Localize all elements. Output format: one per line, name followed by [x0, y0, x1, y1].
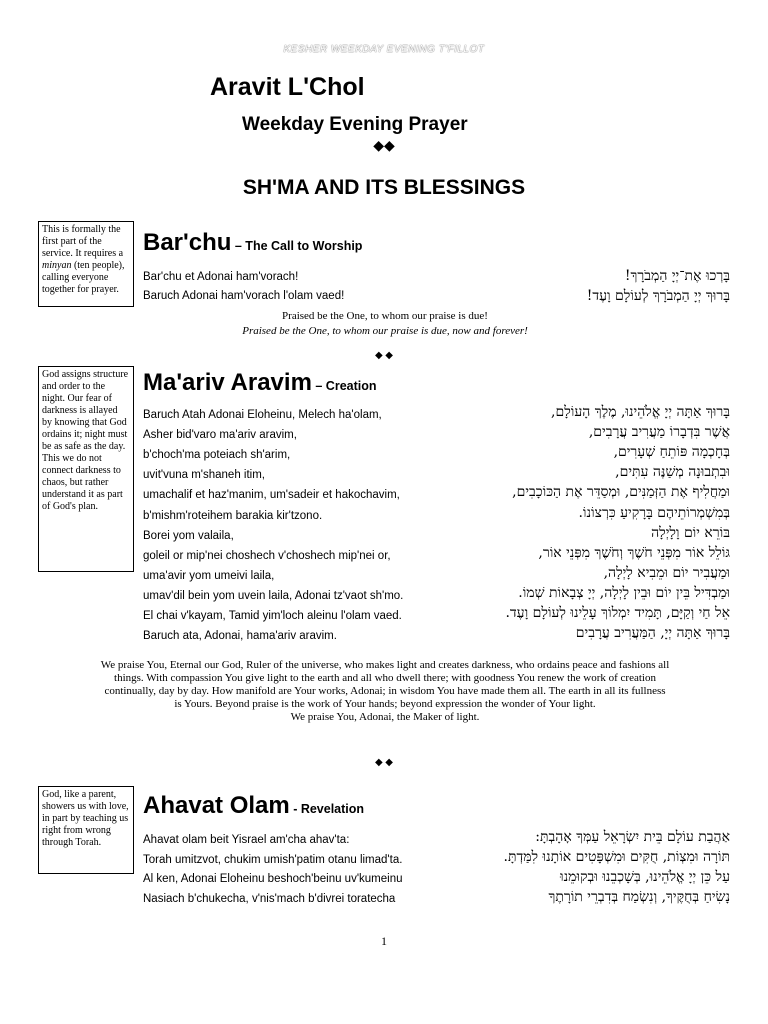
hebrew-line: וּמַבְדִּיל בֵּין יוֹם וּבֵין לָיְלָה, יְיָ צְבָאוֹת שְׁמוֹ. [518, 584, 730, 601]
translit-line: Asher bid'varo ma'ariv aravim, [143, 429, 297, 442]
translation-line: We praise You, Adonai, the Maker of light. [290, 711, 480, 723]
hebrew-line: בּוֹרֵא יוֹם וָלָיְלָה [651, 524, 730, 541]
maariv-title [143, 369, 377, 397]
hebrew-line: תּוֹרָה וּמִצְוֹת, חֻקִּים וּמִשְׁפָּטִים אוֹתָנוּ לִמַּדְתָּ. [503, 849, 730, 865]
ahavat-title [143, 792, 364, 820]
translit-line: Baruch Atah Adonai Eloheinu, Melech ha'olam, [143, 409, 382, 421]
hebrew-line: עַל כֵּן יְיָ אֱלֹהֵינוּ, בְּשָׁכְבֵנוּ וּבְקוּמֵנוּ [560, 869, 730, 885]
hebrew-line: גּוֹלֵל אוֹר מִפְּנֵי חֹשֶׁךְ וְחֹשֶׁךְ מִפְּנֵי אוֹר, [538, 544, 730, 561]
hebrew-line: בָּרוּךְ אַתָּה יְיָ אֱלֹהֵינוּ, מֶלֶךְ הָעוֹלָם, [551, 404, 730, 420]
translit-line: Borei yom valaila, [143, 529, 234, 542]
translit-line: b'choch'ma poteiach sh'arim, [143, 449, 291, 462]
hebrew-line: נָשִׂיחַ בְּחֻקֶּיךָ, וְנִשְׂמַח בְּדִבְרֵי תוֹרָתֶךָ [548, 889, 730, 905]
section-heading: SH'MA AND ITS BLESSINGS [242, 176, 526, 199]
maariv-title-text: Ma'ariv Aravim [143, 369, 312, 396]
translit-line: umav'dil bein yom uvein laila, Adonai tz'vaot sh'mo. [143, 589, 404, 602]
minyan-term: minyan [42, 260, 72, 271]
translit-line: goleil or mip'nei choshech v'choshech mip'nei or, [143, 549, 391, 562]
divider-diamonds-1: ◆ ◆ [375, 350, 393, 361]
translation-line: continually, day by day. How manifold are Your works, Adonai; in wisdom You have made them all. The earth in all its fullness [104, 685, 666, 697]
hebrew-line: וּמַחֲלִיף אֶת הַזְּמַנִּים, וּמְסַדֵּר אֶת הַכּוֹכָבִים, [512, 484, 730, 501]
hebrew-line: בָּרְכוּ אֶת־יְיָ הַמְבֹרָךְ! [624, 268, 730, 284]
ahavat-title-text: Ahavat Olam [143, 792, 290, 819]
page-title: Aravit L'Chol [210, 73, 365, 101]
ahavat-note: God, like a parent, showers us with love, in part by teaching us right from wrong through Torah. [38, 786, 134, 874]
translit-line: Baruch Adonai ham'vorach l'olam vaed! [143, 290, 345, 302]
maariv-translation [40, 659, 730, 724]
title-diamonds: ◆◆ [373, 139, 395, 154]
ahavat-subtitle: - Revelation [289, 802, 365, 816]
hebrew-line: וּמַעֲבִיר יוֹם וּמֵבִיא לָיְלָה, [603, 564, 730, 581]
barchu-translation-2: Praised be the One, to whom our praise is due, now and forever! [242, 325, 528, 337]
barchu-translation-1: Praised be the One, to whom our praise is due! [282, 310, 488, 322]
barchu-title-text: Bar'chu [143, 229, 232, 256]
translit-line: Al ken, Adonai Eloheinu beshoch'beinu uv'kumeinu [143, 873, 403, 885]
hebrew-line: בְּמִשְׁמְרוֹתֵיהֶם בָּרָקִיעַ כִּרְצוֹנוֹ. [578, 504, 730, 521]
hebrew-line: בְּחָכְמָה פּוֹתֵחַ שְׁעָרִים, [613, 444, 730, 461]
translit-line: Baruch ata, Adonai, hama'ariv aravim. [143, 630, 337, 643]
barchu-subtitle: – The Call to Worship [231, 239, 363, 253]
translation-line: We praise You, Eternal our God, Ruler of the universe, who makes light and creates darkness, who ordains peace and fashions all [100, 659, 670, 671]
barchu-title [143, 229, 362, 257]
translit-line: uvit'vuna m'shaneh itim, [143, 469, 266, 482]
translit-line: uma'avir yom umeivi laila, [143, 569, 275, 582]
divider-diamonds-2: ◆ ◆ [375, 757, 393, 768]
hebrew-line: בָּרוּךְ יְיָ הַמְבֹרָךְ לְעוֹלָם וָעֶד! [586, 288, 730, 304]
hebrew-line: אֵל חַי וְקַיָּם, תָּמִיד יִמְלוֹךְ עָלֵינוּ לְעוֹלָם וָעֶד. [505, 605, 730, 621]
translation-line: is Yours. Beyond praise is the work of Your hands; beyond expression the wonder of Your light. [174, 698, 596, 710]
translit-line: Nasiach b'chukecha, v'nis'mach b'divrei toratecha [143, 892, 396, 905]
hebrew-line: אֲשֶׁר בִּדְבָרוֹ מַעֲרִיב עֲרָבִים, [588, 424, 730, 441]
translit-line: umachalif et haz'manim, um'sadeir et hakochavim, [143, 489, 400, 502]
page-number: 1 [381, 934, 387, 948]
hebrew-line: בָּרוּךְ אַתָּה יְיָ, הַמַּעֲרִיב עֲרָבִים [575, 625, 730, 642]
barchu-note: This is formally the first part of the service. It requires a minyan (ten people), calling everyone together for prayer. [38, 221, 134, 307]
translit-line: b'mishm'roteihem barakia kir'tzono. [143, 509, 323, 522]
translit-line: Bar'chu et Adonai ham'vorach! [143, 271, 299, 283]
translit-line: El chai v'kayam, Tamid yim'loch aleinu l'olam vaed. [143, 610, 402, 622]
page-subtitle: Weekday Evening Prayer [242, 114, 468, 135]
translation-line: things. With compassion You give light to the earth and all who dwell there; with goodness You renew the work of creation [114, 672, 656, 684]
maariv-note: God assigns structure and order to the night. Our fear of darkness is allayed by knowing that God ordains it; night must be as safe as the day. This we do not connect darkness to chaos, but rather understand it as part of God's plan. [38, 366, 134, 572]
hebrew-line: אַהֲבַת עוֹלָם בֵּית יִשְׂרָאֵל עַמְּךָ אָהָבְתָּ: [535, 829, 730, 845]
translit-line: Ahavat olam beit Yisrael am'cha ahav'ta: [143, 834, 350, 846]
maariv-subtitle: – Creation [311, 379, 377, 393]
translit-line: Torah umitzvot, chukim umish'patim otanu limad'ta. [143, 853, 403, 866]
hebrew-line: וּבִתְבוּנָה מְשַׁנֶּה עִתִּים, [615, 464, 730, 481]
running-header: KESHER WEEKDAY EVENING T'FILLOT [283, 44, 485, 55]
